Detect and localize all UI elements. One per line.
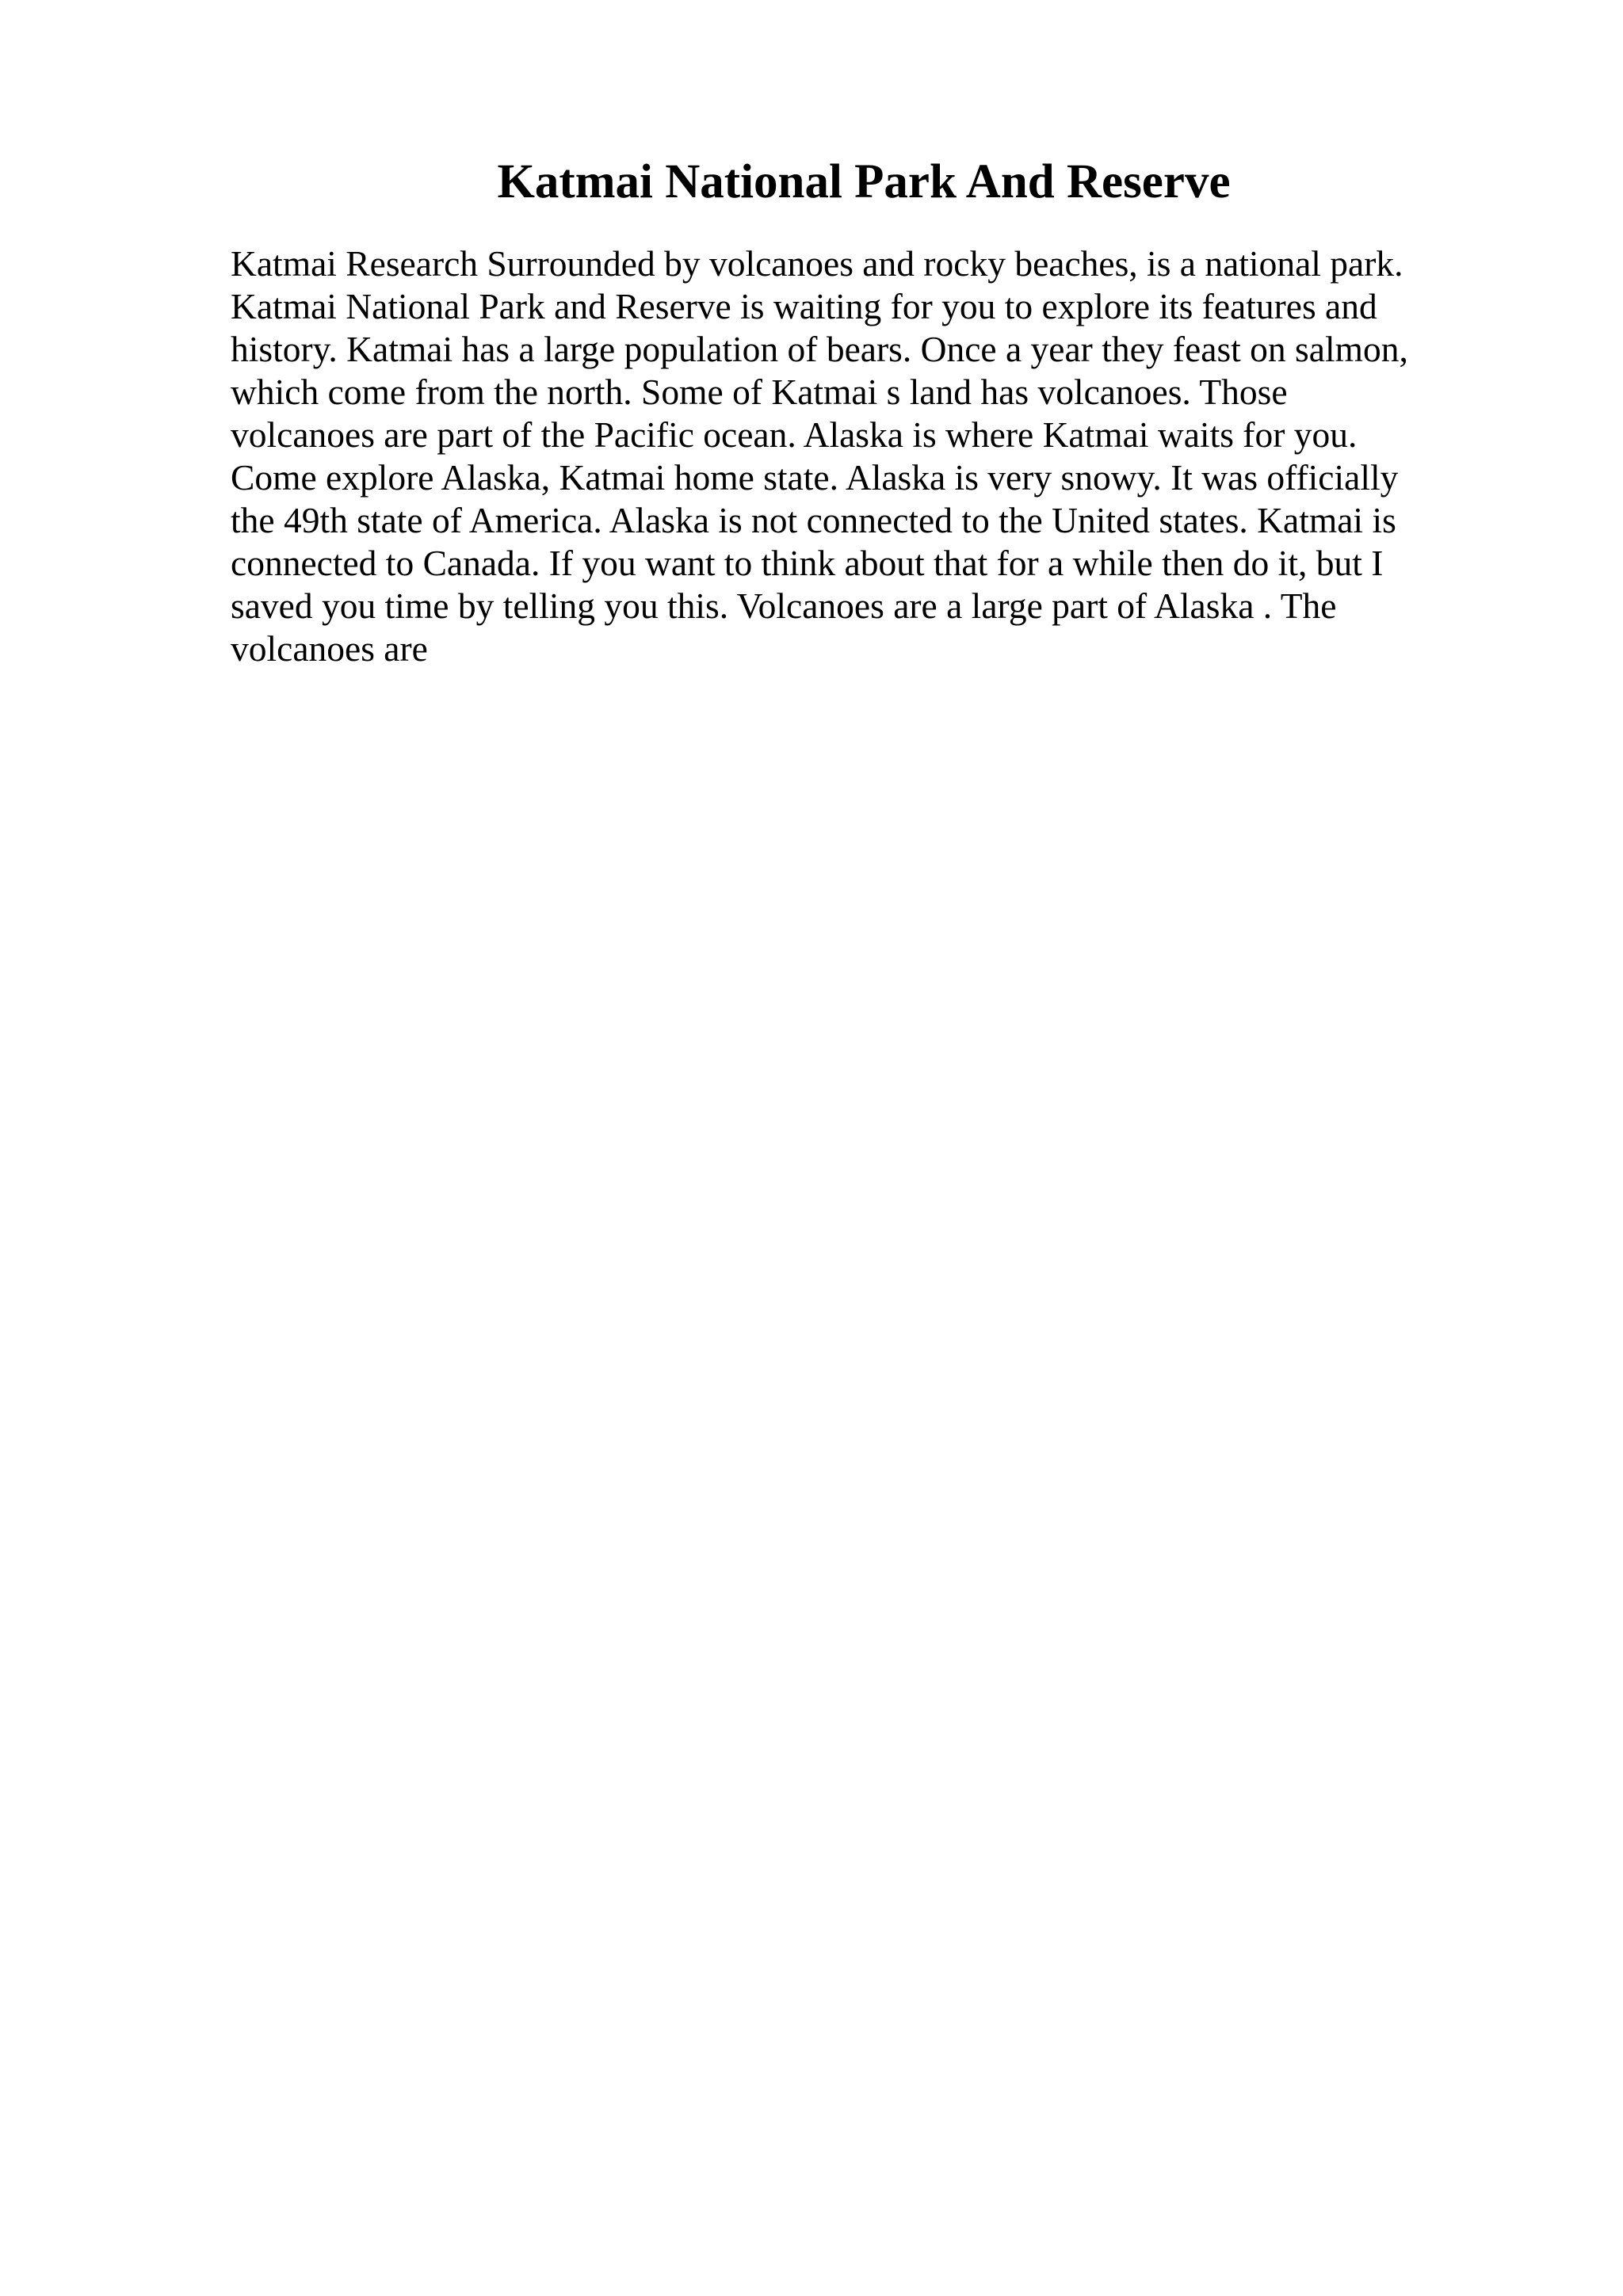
body-line: saved you time by telling you this. Volcanoes are a large part of Alaska . The	[231, 585, 1337, 626]
body-line: history. Katmai has a large population of bears. Once a year they feast on salmon,	[231, 329, 1408, 369]
body-line: volcanoes are	[231, 628, 428, 669]
body-line: Come explore Alaska, Katmai home state. Alaska is very snowy. It was officially	[231, 457, 1399, 498]
body-line: connected to Canada. If you want to think about that for a while then do it, but I	[231, 543, 1384, 583]
body-line: volcanoes are part of the Pacific ocean. Alaska is where Katmai waits for you.	[231, 414, 1358, 455]
body-line: Katmai National Park and Reserve is waiting for you to explore its features and	[231, 286, 1377, 326]
body-line: which come from the north. Some of Katmai s land has volcanoes. Those	[231, 372, 1288, 412]
body-line: Katmai Research Surrounded by volcanoes and rocky beaches, is a national park.	[231, 243, 1403, 284]
document-body	[231, 242, 1530, 670]
document-title: Katmai National Park And Reserve	[497, 155, 1231, 208]
body-line: the 49th state of America. Alaska is not connected to the United states. Katmai is	[231, 500, 1396, 540]
